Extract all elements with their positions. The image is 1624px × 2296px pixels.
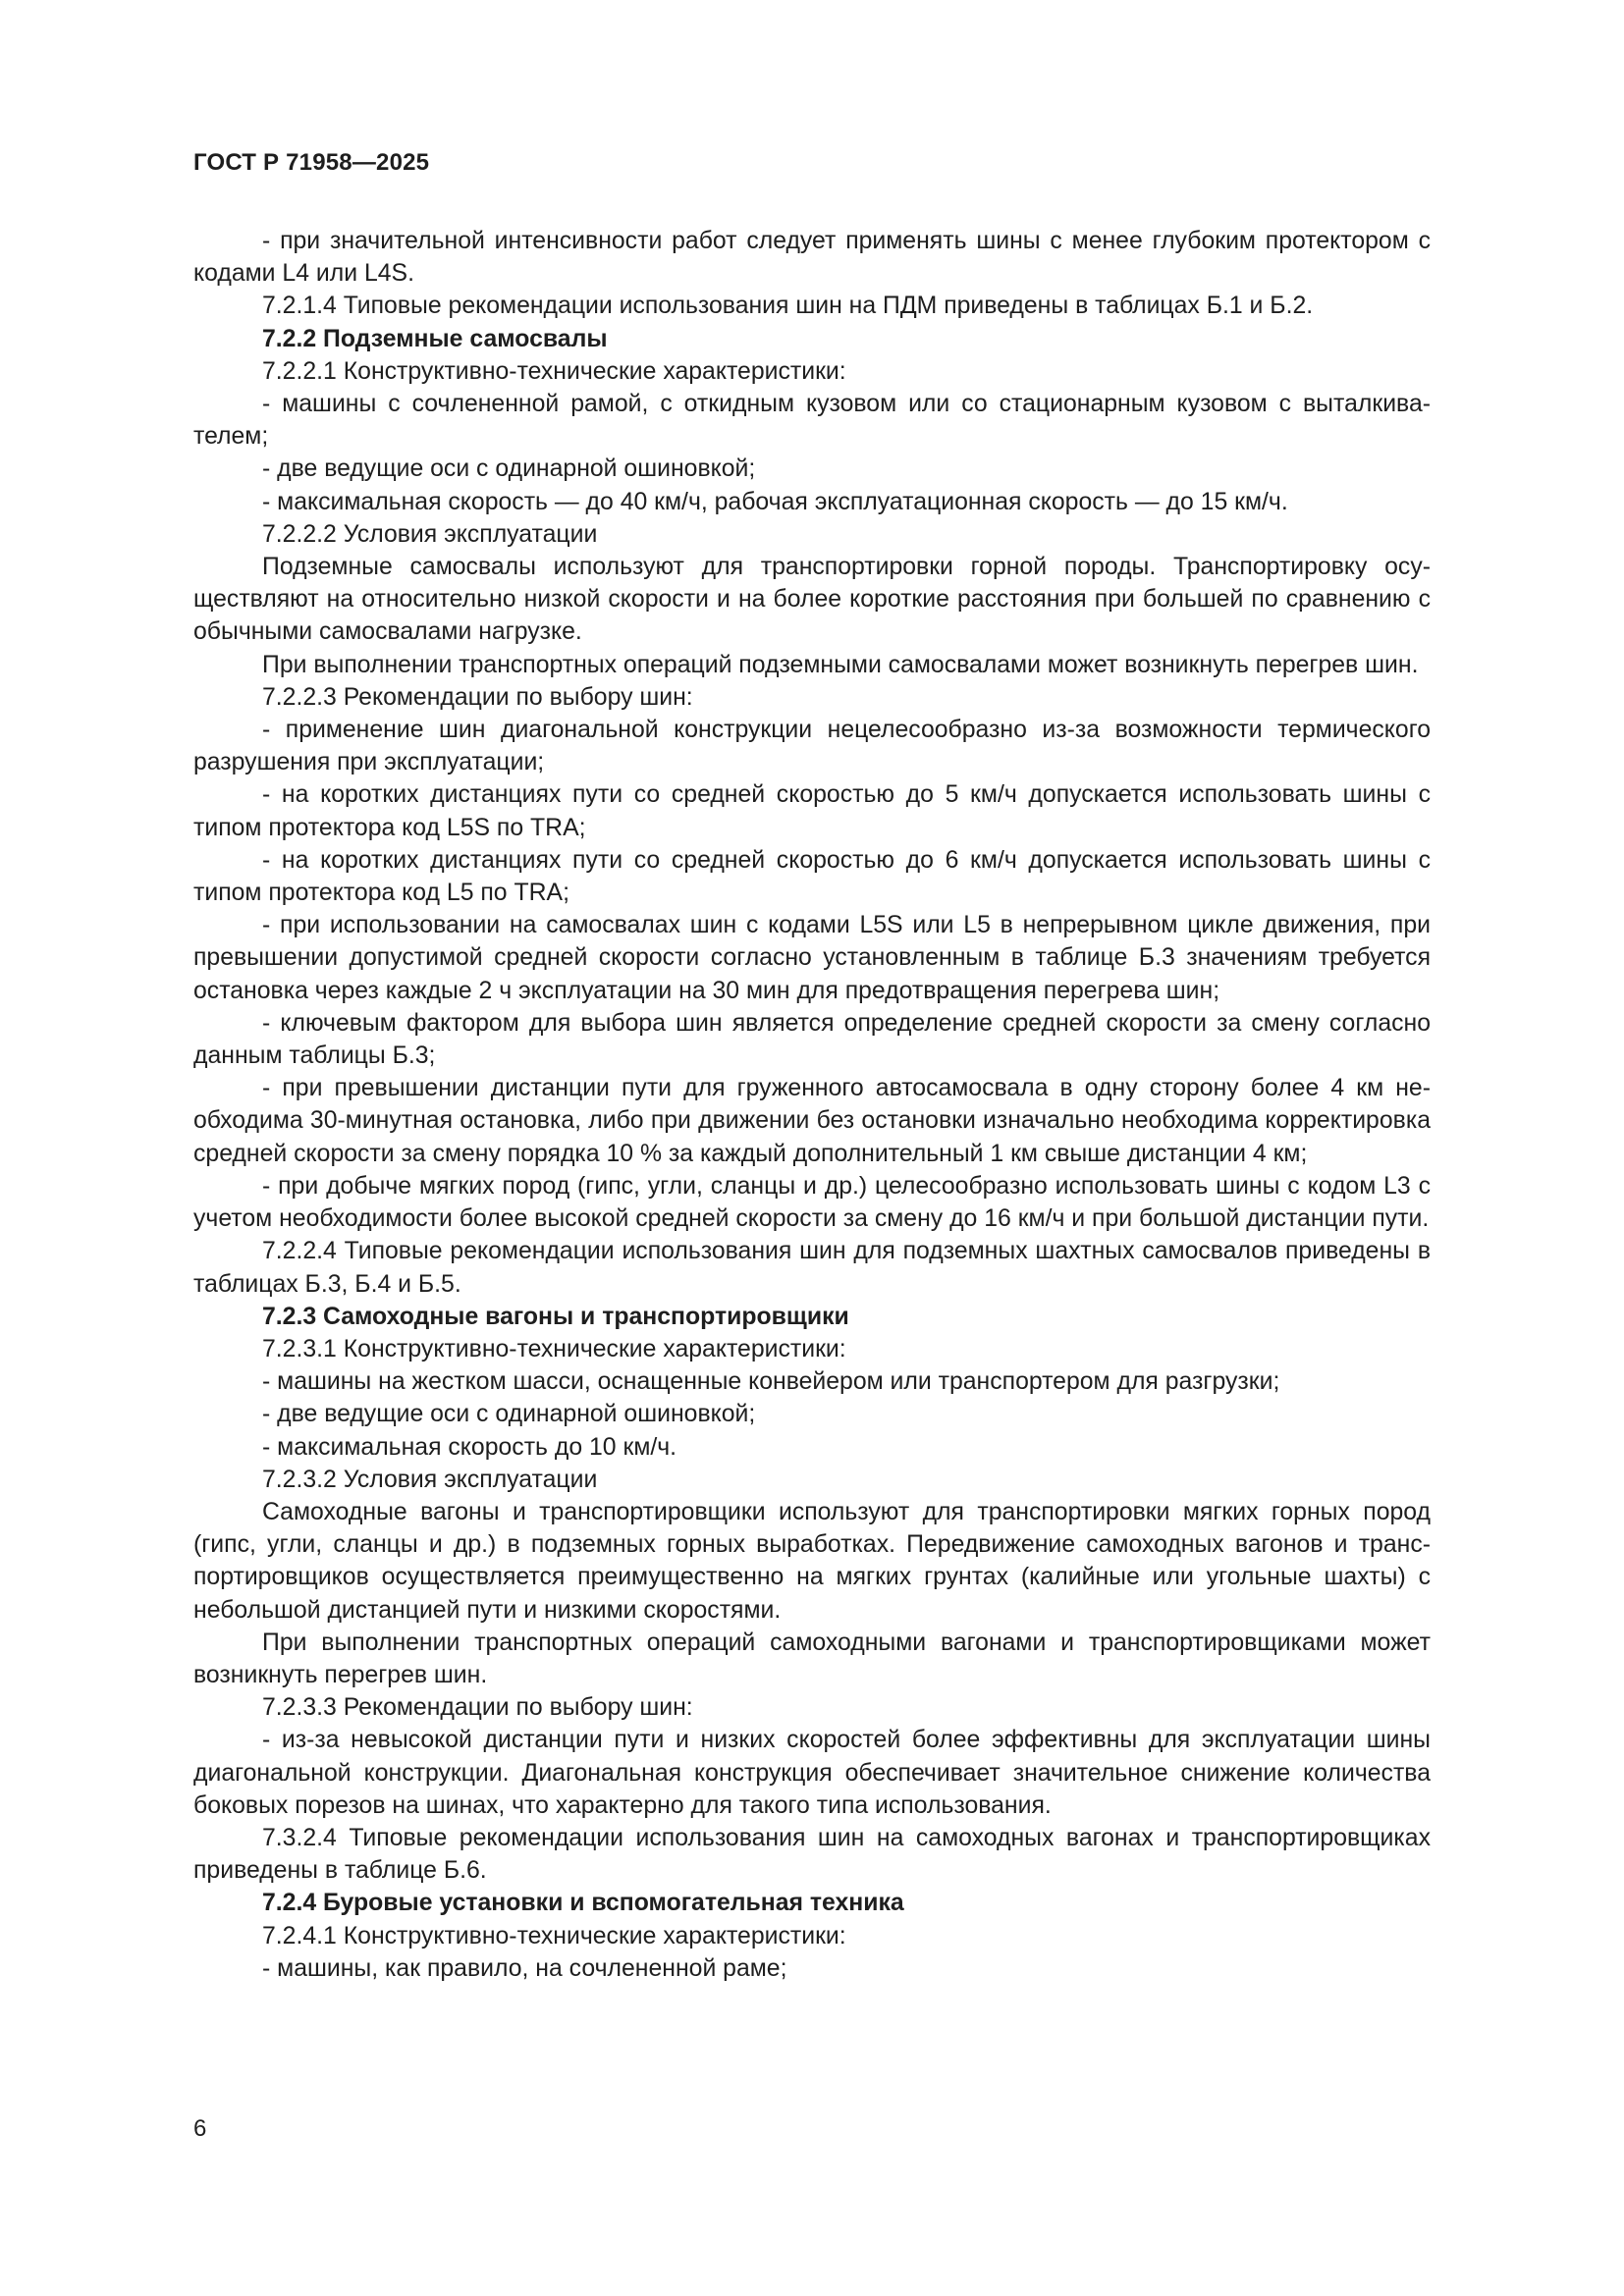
paragraph: Самоходные вагоны и транспортировщики используют для транспортировки мягких горных пород (гипс, угли, сланцы и др.) в подземных горных выработках. Передвижение самоходных вагонов и транспортировщиков осуществляется преимущественно на мягких грунтах (калийные или угольные шахты) с небольшой дистанцией пути и низкими скоростями.	[193, 1498, 1431, 1624]
paragraph: 7.2.2.3 Рекомендации по выбору шин:	[262, 683, 693, 711]
paragraph: - две ведущие оси с одинарной ошиновкой;	[262, 1401, 756, 1428]
paragraph: - максимальная скорость — до 40 км/ч, рабочая эксплуатационная скорость — до 15 км/ч.	[262, 488, 1288, 515]
paragraph: 7.2.4.1 Конструктивно-технические характеристики:	[262, 1922, 846, 1949]
paragraph: 7.2.3.3 Рекомендации по выбору шин:	[262, 1694, 693, 1722]
paragraph: При выполнении транспортных операций самоходными вагонами и транспортировщиками может возникнуть перегрев шин.	[193, 1629, 1431, 1688]
paragraph: - машины, как правило, на сочлененной раме;	[262, 1954, 787, 1982]
paragraph: - из-за невысокой дистанции пути и низких скоростей более эффективны для эксплуатации шины диагональной конструкции. Диагональная конструкция обеспечивает значительное снижение количества боковых порезов на шинах, что характерно для такого типа использования.	[193, 1727, 1431, 1819]
document-code-header: ГОСТ Р 71958—2025	[193, 149, 430, 176]
paragraph: - машины на жестком шасси, оснащенные конвейером или транспортером для разгрузки;	[262, 1368, 1280, 1396]
document-body	[193, 225, 1431, 1985]
page-number: 6	[193, 2115, 207, 2142]
paragraph: При выполнении транспортных операций подземными самосвалами может возникнуть перегрев шин.	[262, 651, 1419, 678]
paragraph: - применение шин диагональной конструкции нецелесообразно из-за возможности термического разрушения при эксплуатации;	[193, 717, 1431, 776]
paragraph: - машины с сочлененной рамой, с откидным кузовом или со стационарным кузовом с выталкивателем;	[193, 391, 1431, 451]
section-heading-7-2-4: 7.2.4 Буровые установки и вспомогательная техника	[262, 1890, 904, 1917]
paragraph: - при использовании на самосвалах шин с кодами L5S или L5 в непрерывном цикле движения, при превышении допустимой средней скорости согласно установленным в таблице Б.3 значениям требуется остановка через каждые 2 ч эксплуатации на 30 мин для предотвращения перегрева шин;	[193, 912, 1431, 1004]
paragraph: - максимальная скорость до 10 км/ч.	[262, 1433, 677, 1461]
paragraph: 7.2.1.4 Типовые рекомендации использования шин на ПДМ приведены в таблицах Б.1 и Б.2.	[262, 293, 1314, 320]
paragraph: - при превышении дистанции пути для груженного автосамосвала в одну сторону более 4 км необходима 30-минутная остановка, либо при движении без остановки изначально необходима корректировка средней скорости за смену порядка 10 % за каждый дополнительный 1 км свыше дистанции 4 км;	[193, 1075, 1431, 1167]
paragraph: - при значительной интенсивности работ следует применять шины с менее глубоким протектором с кодами L4 или L4S.	[193, 228, 1431, 288]
paragraph: 7.2.2.4 Типовые рекомендации использования шин для подземных шахтных самосвалов приведены в таблицах Б.3, Б.4 и Б.5.	[193, 1238, 1431, 1298]
paragraph: - при добыче мягких пород (гипс, угли, сланцы и др.) целесообразно использовать шины с кодом L3 с учетом необходимости более высокой средней скорости за смену до 16 км/ч и при большой дистанции пути.	[193, 1172, 1431, 1233]
section-heading-7-2-2: 7.2.2 Подземные самосвалы	[262, 325, 608, 352]
paragraph: 7.2.2.2 Условия эксплуатации	[262, 520, 598, 548]
paragraph: 7.2.3.1 Конструктивно-технические характеристики:	[262, 1335, 846, 1362]
paragraph: 7.3.2.4 Типовые рекомендации использования шин на самоходных вагонах и транспортировщиках приведены в таблице Б.6.	[193, 1824, 1431, 1885]
section-heading-7-2-3: 7.2.3 Самоходные вагоны и транспортировщики	[262, 1303, 849, 1330]
paragraph: 7.2.3.2 Условия эксплуатации	[262, 1466, 598, 1493]
paragraph: - на коротких дистанциях пути со средней скоростью до 6 км/ч допускается использовать шины с типом протектора код L5 по TRA;	[193, 846, 1431, 907]
paragraph: - на коротких дистанциях пути со средней скоростью до 5 км/ч допускается использовать шины с типом протектора код L5S по TRA;	[193, 781, 1431, 841]
paragraph: - ключевым фактором для выбора шин является определение средней скорости за смену согласно данным таблицы Б.3;	[193, 1009, 1431, 1070]
paragraph: 7.2.2.1 Конструктивно-технические характеристики:	[262, 357, 846, 385]
paragraph: Подземные самосвалы используют для транспортировки горной породы. Транспортировку осуществляют на относительно низкой скорости и на более короткие расстояния при большей по сравнению с обычными самосвалами нагрузке.	[193, 554, 1431, 646]
paragraph: - две ведущие оси с одинарной ошиновкой;	[262, 455, 756, 483]
